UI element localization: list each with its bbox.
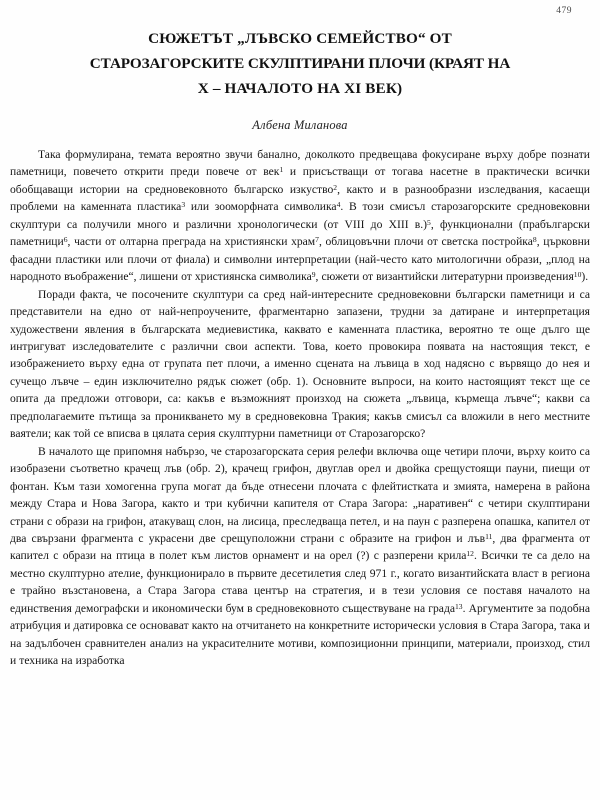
footnote-marker: 2 (333, 182, 338, 192)
footnote-marker: 3 (181, 200, 186, 210)
footnote-marker: 6 (63, 235, 68, 245)
paragraph: В началото ще припомня набързо, че старозагорската серия релефи включва още четири плочи, върху които са изобразени съответно крачещ лъв (обр. 2), крачещ грифон, двуглав орел и двойка срещустоящи пауни, пиещи от фонтан. Към тази хомогенна група могат да бъде отнесени плочата с флейтистката и змията, намерена в района между Стара и Нова Загора, както и три кубични капителя от Стара Загора: „наративен“ с четири скулптирани страни с образи на грифон, атакуващ слон, на лисица, преследваща петел, и на паун с разперена опашка, капител от два свързани фрагмента с украсени две срещуположни страни с образите на грифон и лъв$^{11}$, два фрагмента от капител с образи на птица в полет към листов орнамент и на орел (?) с разперени крила$^{12}$. Всички те са дело на местно скулптурно ателие, функционирало в първите десетилетия след 971 г., когато византийската власт в региона е трайно възстановена, а Стара Загора става център на стратегия, и в тези условия се поставя началото на единствения демографски и икономически бум в средновековното съществуване на града$^{13}$. Аргументите за подобна атрибуция и датировка се основават както на отчитането на конкретните исторически условия в Стара Загора, така и на задълбочен сравнителен анализ на украсителните мотиви, композиционни принципи, материали, произход, стил и техника на изработка (10, 444, 591, 668)
footnote-marker: 7 (315, 235, 319, 245)
article-body (10, 146, 590, 670)
footnote-marker: 4 (336, 200, 341, 210)
footnote-marker: 12 (466, 549, 474, 559)
footnote-marker: 9 (311, 269, 316, 279)
footnote-marker: 8 (532, 235, 537, 245)
footnote-marker: 1 (279, 165, 284, 175)
page-number: 479 (556, 6, 572, 16)
paragraph: Поради факта, че посочените скулптури са сред най-интересните средновековни български паметници и са представители на едно от най-непроучените, фрагментарно запазени, трудни за датиране и интерпретация художествени явления в българската медиевистика, каквато е каменната пластика, вероятно те още дълго ще интригуват изследователите с различни свои аспекти. Това, което провокира появата на настоящия текст, е изображението върху една от групата пет плочи, а именно сцената на лъвица в ход надясно с вървящо до нея и сучещо лъвче – един изключително рядък сюжет (обр. 1). Основните въпроси, на които настоящият текст ще се опита да предложи отговори, са: какъв е възможният произход на сюжета „лъвица, кърмеща лъвче“; какви са предполагаемите пътища за проникването му в средновековна Тракия; какъв смисъл са вложили в него местните ваятели; как той се вписва в цялата серия скулптурни паметници от Старозагорско? (10, 287, 590, 441)
title-line-2: СТАРОЗАГОРСКИТЕ СКУЛПТИРАНИ ПЛОЧИ (КРАЯТ НА (89, 55, 511, 72)
title-line-3: X – НАЧАЛОТО НА XI ВЕК) (197, 80, 403, 97)
author-name: Албена Миланова (252, 118, 348, 132)
footnote-marker: 11 (485, 531, 493, 541)
paragraph: Така формулирана, темата вероятно звучи банално, доколкото предвещава фокусиране върху добре познати паметници, повечето открити преди повече от век$^1$ и присъстващи от тогава насетне в практически всички обобщаващи истории на средновековното българско изкуство$^2$, както и в разнообразни изследвания, касаещи проблеми на каменната пластика$^3$ или зооморфната символика$^4$. В този смисъл старозагорските средновековни скулптури са получили много и различни хронологически (от VIII до XIII в.)$^5$, функционални (прабългарски паметници$^6$, части от олтарна преграда на християнски храм$^7$, облицовъчни плочи от светска постройка$^8$, църковни фасадни пластики или плочи от фиала) и символни интерпретации (най-често като митологични образи, „плод на народното въображение“, лишени от християнска символика$^9$, сюжети от византийски литературни произведения$^{10}$). (10, 148, 591, 284)
page-title (10, 26, 590, 101)
footnote-marker: 10 (573, 269, 582, 279)
footnote-marker: 13 (455, 601, 463, 611)
title-line-1: СЮЖЕТЪТ „ЛЪВСКО СЕМЕЙСТВО“ ОТ (148, 30, 452, 47)
footnote-marker: 5 (427, 217, 431, 227)
